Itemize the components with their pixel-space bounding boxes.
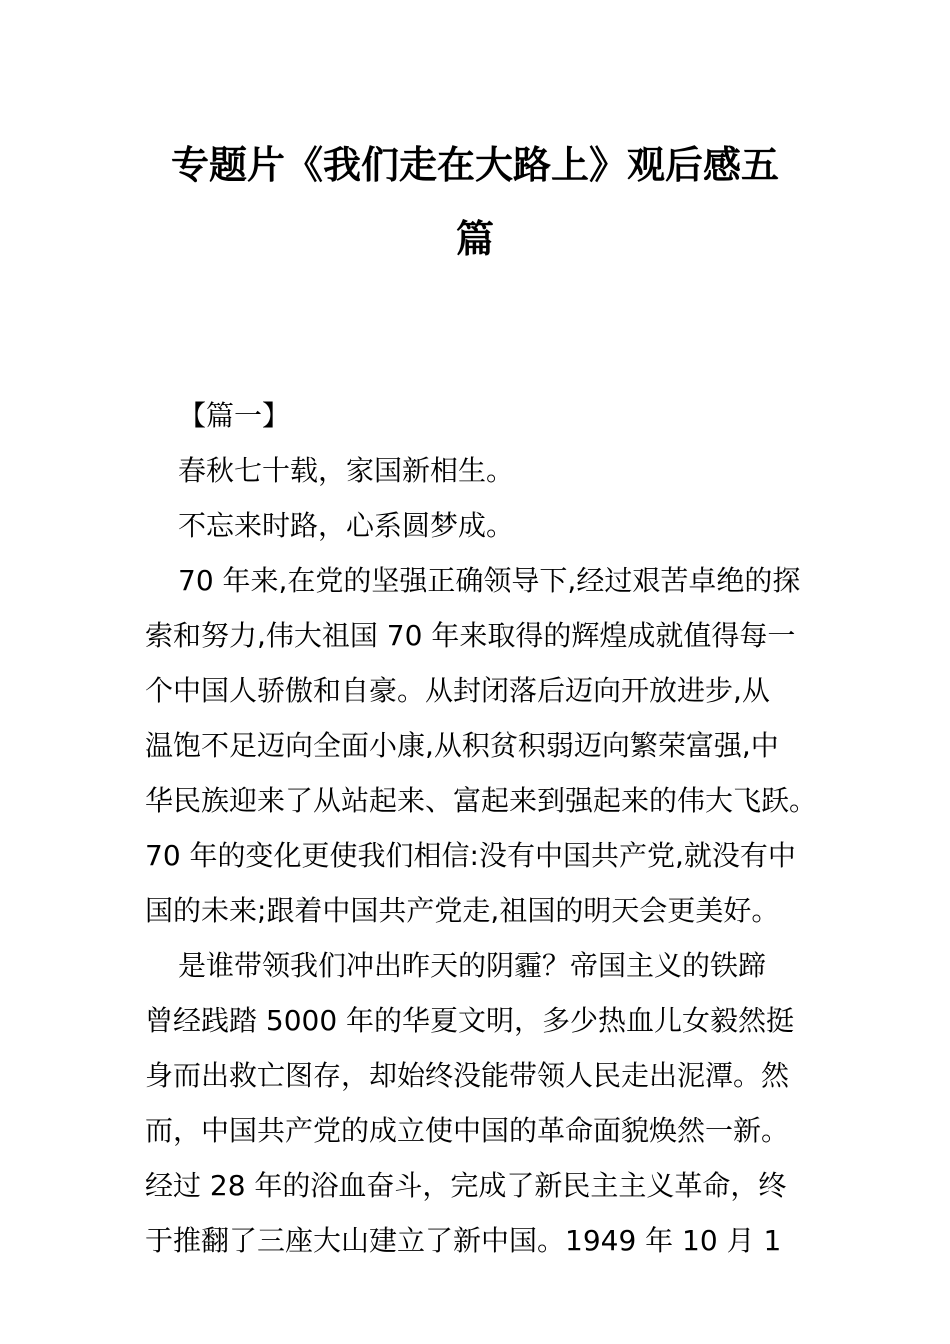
paragraph-line: 不忘来时路，心系圆梦成。 (178, 509, 515, 542)
document-body (145, 388, 818, 1268)
paragraph-line: 国的未来;跟着中国共产党走,祖国的明天会更美好。 (145, 894, 780, 927)
paragraph-line: 而，中国共产党的成立使中国的革命面貌焕然一新。 (145, 1114, 790, 1147)
paragraph-line: 是谁带领我们冲出昨天的阴霾？帝国主义的铁蹄 (178, 949, 767, 982)
paragraph-line: 个中国人骄傲和自豪。从封闭落后迈向开放进步,从 (145, 674, 770, 707)
document-title-line-1: 专题片《我们走在大路上》观后感五 (170, 143, 779, 187)
paragraph-line: 70 年的变化更使我们相信:没有中国共产党,就没有中 (145, 839, 796, 872)
paragraph-line: 身而出救亡图存，却始终没能带领人民走出泥潭。然 (145, 1059, 790, 1092)
paragraph-line: 经过 28 年的浴血奋斗，完成了新民主主义革命，终 (145, 1169, 787, 1202)
paragraph-line: 华民族迎来了从站起来、富起来到强起来的伟大飞跃。 (145, 784, 818, 817)
paragraph-line: 春秋七十载，家国新相生。 (178, 454, 515, 487)
document-title-line-2: 篇 (455, 217, 494, 261)
paragraph-line: 曾经践踏 5000 年的华夏文明，多少热血儿女毅然挺 (145, 1004, 795, 1037)
paragraph-line: 索和努力,伟大祖国 70 年来取得的辉煌成就值得每一 (145, 619, 796, 652)
paragraph-line: 温饱不足迈向全面小康,从积贫积弱迈向繁荣富强,中 (145, 729, 779, 762)
paragraph-line: 70 年来,在党的坚强正确领导下,经过艰苦卓绝的探 (178, 564, 801, 597)
paragraph-line: 于推翻了三座大山建立了新中国。1949 年 10 月 1 (145, 1224, 782, 1257)
section-heading: 【篇一】 (178, 399, 291, 432)
